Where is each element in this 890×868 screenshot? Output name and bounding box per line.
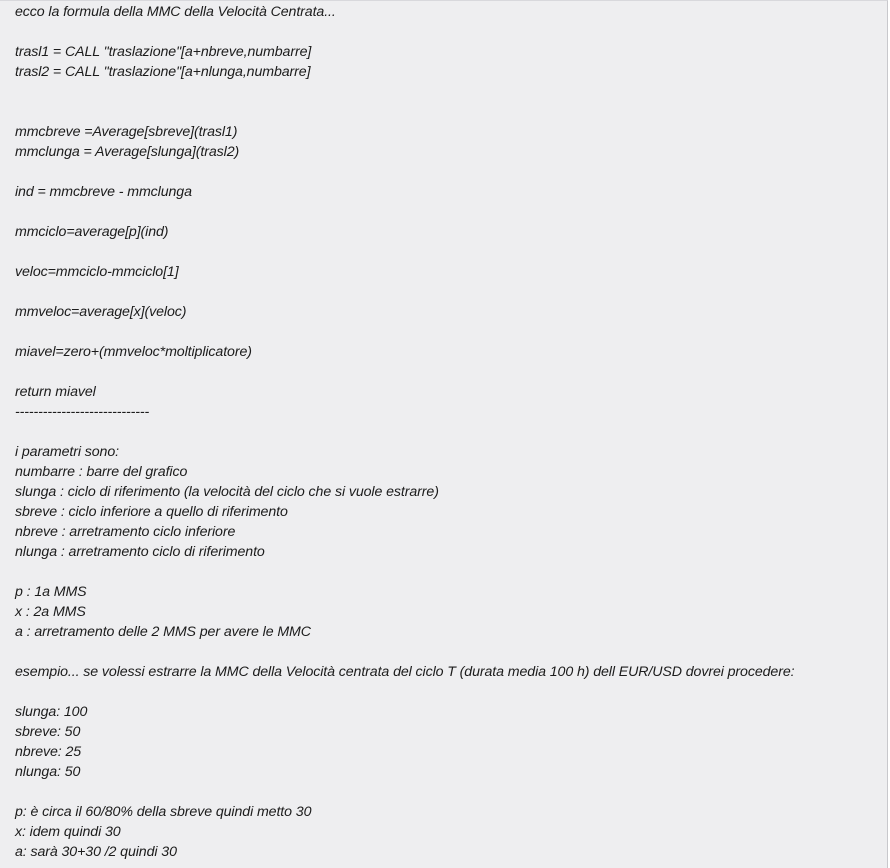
post-line: mmcbreve =Average[sbreve](trasl1) xyxy=(15,124,238,140)
post-line: nlunga : arretramento ciclo di riferimento xyxy=(15,544,265,560)
post-text xyxy=(15,2,794,862)
blank-line xyxy=(15,242,794,262)
blank-line xyxy=(15,682,794,702)
blank-line xyxy=(15,282,794,302)
post-line: return miavel xyxy=(15,384,96,400)
post-line: veloc=mmciclo-mmciclo[1] xyxy=(15,264,179,280)
post-line: slunga : ciclo di riferimento (la velocità del ciclo che si vuole estrarre) xyxy=(15,484,439,500)
blank-line xyxy=(15,202,794,222)
post-line: sbreve : ciclo inferiore a quello di riferimento xyxy=(15,504,288,520)
post-line: mmclunga = Average[slunga](trasl2) xyxy=(15,144,240,160)
post-line: numbarre : barre del grafico xyxy=(15,464,188,480)
post-line: x : 2a MMS xyxy=(15,604,86,620)
post-line: nbreve : arretramento ciclo inferiore xyxy=(15,524,236,540)
blank-line xyxy=(15,82,794,102)
post-line: miavel=zero+(mmveloc*moltiplicatore) xyxy=(15,344,252,360)
blank-line xyxy=(15,102,794,122)
post-line: slunga: 100 xyxy=(15,704,88,720)
post-line: trasl1 = CALL "traslazione"[a+nbreve,numbarre] xyxy=(15,44,312,60)
post-line: a : arretramento delle 2 MMS per avere le MMC xyxy=(15,624,311,640)
blank-line xyxy=(15,422,794,442)
blank-line xyxy=(15,362,794,382)
blank-line xyxy=(15,322,794,342)
post-line: x: idem quindi 30 xyxy=(15,824,121,840)
post-line: nbreve: 25 xyxy=(15,744,82,760)
post-line: esempio... se volessi estrarre la MMC della Velocità centrata del ciclo T (durata media 100 h) dell EUR/USD dovrei procedere: xyxy=(15,664,795,680)
post-line: p: è circa il 60/80% della sbreve quindi metto 30 xyxy=(15,804,312,820)
post-line: mmveloc=average[x](veloc) xyxy=(15,304,187,320)
blank-line xyxy=(15,22,794,42)
post-line: ecco la formula della MMC della Velocità Centrata... xyxy=(15,4,336,20)
post-line: nlunga: 50 xyxy=(15,764,81,780)
post-line: p : 1a MMS xyxy=(15,584,87,600)
post-line: trasl2 = CALL "traslazione"[a+nlunga,numbarre] xyxy=(15,64,311,80)
post-line: sbreve: 50 xyxy=(15,724,81,740)
post-line: a: sarà 30+30 /2 quindi 30 xyxy=(15,844,177,860)
blank-line xyxy=(15,562,794,582)
blank-line xyxy=(15,162,794,182)
blank-line xyxy=(15,782,794,802)
post-line: mmciclo=average[p](ind) xyxy=(15,224,169,240)
blank-line xyxy=(15,642,794,662)
post-line: i parametri sono: xyxy=(15,444,119,460)
post-line: ind = mmcbreve - mmclunga xyxy=(15,184,192,200)
post-line: ----------------------------- xyxy=(15,404,150,420)
